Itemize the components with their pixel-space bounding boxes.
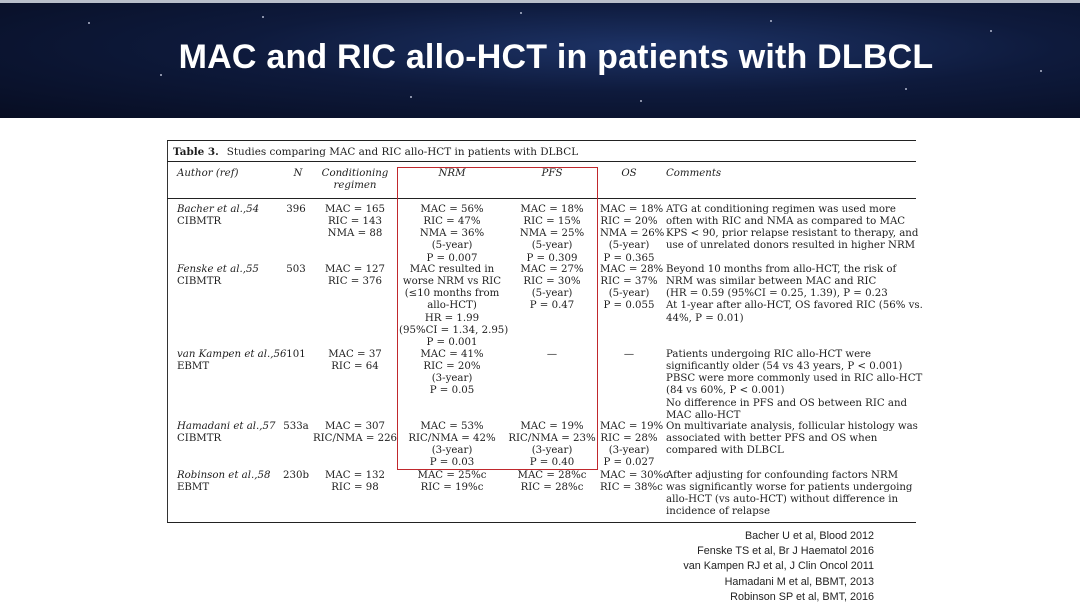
reference-item: Bacher U et al, Blood 2012	[744, 530, 874, 542]
table-caption-text: Studies comparing MAC and RIC allo-HCT in patients with DLBCL	[226, 146, 579, 158]
star	[88, 22, 90, 24]
cell-line: (5-year)	[431, 240, 473, 252]
cell-line: MAC = 307	[324, 421, 386, 432]
row-n: 396	[286, 204, 306, 215]
cell-line: (3-year)	[431, 445, 473, 457]
cell-line: compared with DLBCL	[666, 445, 784, 457]
cell-line: NMA = 36%	[419, 228, 485, 240]
cell-line: allo-HCT (vs auto-HCT) without difference in	[666, 494, 899, 506]
references-list	[683, 529, 874, 605]
star	[410, 96, 412, 98]
cell-line: MAC = 18%	[520, 204, 584, 215]
cell-line: KPS < 90, prior relapse resistant to therapy, and	[666, 228, 919, 240]
row-os	[600, 470, 669, 494]
cell-line: P = 0.309	[526, 252, 578, 264]
cell-line: (3-year)	[431, 373, 473, 385]
row-n: 230b	[283, 470, 309, 481]
cell-line: NMA = 26%	[600, 228, 665, 240]
author-name: Robinson et al.,58	[177, 470, 271, 481]
header-os: OS	[621, 168, 637, 179]
row-nrm	[399, 470, 505, 494]
cell-line: P = 0.365	[603, 252, 655, 264]
top-border	[0, 0, 1080, 3]
cell-line: P = 0.007	[426, 252, 478, 264]
cell-line: RIC = 376	[328, 276, 382, 288]
row-os	[600, 421, 664, 470]
cell-line: RIC = 37%	[600, 276, 658, 288]
cell-line: RIC/NMA = 42%	[408, 433, 496, 445]
row-author	[177, 421, 275, 445]
cell-line: (84 vs 60%, P < 0.001)	[666, 385, 785, 397]
cell-line: MAC = 127	[324, 264, 386, 275]
row-os	[600, 264, 664, 313]
cell-line: PBSC were more commonly used in RIC allo-HCT	[666, 373, 923, 385]
cell-line: (HR = 0.59 (95%CI = 0.25, 1.39), P = 0.23	[666, 288, 888, 300]
cell-line: MAC = 28%c	[517, 470, 587, 481]
star	[770, 20, 772, 22]
cell-line: significantly older (54 vs 43 years, P < 0.001)	[666, 361, 903, 373]
cell-line: After adjusting for confounding factors NRM	[666, 470, 899, 481]
cell-line: RIC = 98	[331, 482, 379, 494]
cell-line: RIC = 38%c	[600, 482, 663, 494]
star	[520, 12, 522, 14]
star	[990, 30, 992, 32]
author-registry: CIBMTR	[177, 276, 222, 288]
cell-line: P = 0.05	[429, 385, 475, 397]
cell-line: MAC = 28%	[600, 264, 664, 275]
cell-line: MAC = 25%c	[417, 470, 487, 481]
row-author	[177, 204, 259, 228]
cell-line: RIC/NMA = 226	[312, 433, 398, 445]
cell-line: At 1-year after allo-HCT, OS favored RIC (56% vs.	[666, 300, 923, 312]
cell-line: RIC = 64	[331, 361, 379, 373]
cell-line: (≤10 months from	[404, 288, 500, 300]
reference-item: Fenske TS et al, Br J Haematol 2016	[697, 545, 874, 558]
cell-line: RIC = 47%	[423, 216, 481, 228]
header-regimen	[310, 168, 400, 192]
row-comments	[666, 349, 922, 422]
cell-line: MAC = 19%	[520, 421, 584, 432]
cell-line: P = 0.40	[529, 457, 575, 469]
cell-line: P = 0.055	[603, 300, 655, 312]
row-n: 533a	[283, 421, 309, 432]
header-nrm: NRM	[438, 168, 466, 179]
reference-item: Robinson SP et al, BMT, 2016	[730, 590, 874, 603]
cell-line: MAC = 53%	[420, 421, 484, 432]
cell-line: (3-year)	[608, 445, 650, 457]
star	[262, 16, 264, 18]
cell-line: incidence of relapse	[666, 506, 771, 518]
header-comments: Comments	[666, 168, 722, 179]
cell-line: worse NRM vs RIC	[402, 276, 502, 288]
header-regimen-line: regimen	[333, 180, 377, 191]
cell-line: MAC = 27%	[520, 264, 584, 275]
cell-line: No difference in PFS and OS between RIC and	[666, 397, 908, 409]
cell-line: P = 0.03	[429, 457, 475, 469]
row-author	[177, 470, 270, 494]
cell-line: NMA = 88	[327, 228, 383, 240]
cell-line: P = 0.027	[603, 457, 655, 469]
header-pfs: PFS	[541, 168, 563, 179]
cell-line: P = 0.001	[426, 336, 478, 348]
cell-line: MAC = 19%	[600, 421, 664, 432]
slide-header	[0, 0, 1080, 118]
cell-line: HR = 1.99	[424, 312, 480, 324]
cell-line: allo-HCT)	[427, 300, 477, 312]
cell-line: MAC resulted in	[409, 264, 495, 275]
cell-line: RIC/NMA = 23%	[508, 433, 596, 445]
cell-line: was significantly worse for patients undergoing	[666, 482, 913, 494]
cell-line: ATG at conditioning regimen was used more	[666, 204, 896, 215]
cell-line: (5-year)	[608, 288, 650, 300]
slide-title: MAC and RIC allo-HCT in patients with DLBCL	[178, 38, 934, 76]
header-regimen-line: Conditioning	[321, 168, 389, 179]
cell-line: use of unrelated donors resulted in higher NRM	[666, 240, 916, 252]
cell-line: RIC = 20%	[600, 216, 658, 228]
reference-item: Hamadani M et al, BBMT, 2013	[724, 575, 874, 588]
caption-rule	[167, 161, 916, 162]
cell-line: (5-year)	[531, 240, 573, 252]
cell-line: 44%, P = 0.01)	[666, 312, 744, 324]
author-name: Fenske et al.,55	[177, 264, 259, 275]
cell-line: (95%CI = 1.34, 2.95)	[399, 324, 509, 336]
row-regimen	[310, 470, 400, 494]
cell-line: (5-year)	[608, 240, 650, 252]
highlight-box	[397, 167, 598, 470]
table-label: Table 3.	[173, 146, 219, 158]
cell-line: Beyond 10 months from allo-HCT, the risk of	[666, 264, 897, 275]
row-comments	[666, 204, 918, 253]
star	[640, 100, 642, 102]
cell-line: MAC = 37	[328, 349, 382, 360]
cell-line: MAC = 41%	[420, 349, 484, 360]
cell-line: MAC = 18%	[600, 204, 664, 215]
cell-line: Patients undergoing RIC allo-HCT were	[666, 349, 872, 360]
author-registry: EBMT	[177, 482, 210, 494]
cell-line: On multivariate analysis, follicular histology was	[666, 421, 918, 432]
row-author	[177, 264, 259, 288]
author-name: van Kampen et al.,56	[177, 349, 287, 360]
author-registry: EBMT	[177, 361, 210, 373]
reference-item: van Kampen RJ et al, J Clin Oncol 2011	[683, 560, 874, 573]
cell-line: RIC = 15%	[523, 216, 581, 228]
cell-line: RIC = 28%c	[520, 482, 584, 494]
table-top-rule	[167, 140, 916, 141]
cell-line: (5-year)	[531, 288, 573, 300]
cell-line: MAC allo-HCT	[666, 409, 741, 421]
cell-line: P = 0.47	[529, 300, 575, 312]
cell-line: NMA = 25%	[519, 228, 585, 240]
table-caption	[173, 146, 578, 158]
header-n: N	[293, 168, 303, 179]
author-registry: CIBMTR	[177, 216, 222, 228]
table-bottom-rule	[167, 522, 916, 523]
row-os: —	[623, 349, 635, 360]
cell-line: RIC = 30%	[523, 276, 581, 288]
row-pfs: —	[546, 349, 558, 360]
header-author: Author (ref)	[177, 168, 239, 179]
cell-line: MAC = 56%	[420, 204, 484, 215]
cell-line: RIC = 28%	[600, 433, 658, 445]
cell-line: often with RIC and NMA as compared to MAC	[666, 216, 906, 228]
row-comments	[666, 264, 923, 325]
cell-line: RIC = 19%c	[420, 482, 484, 494]
row-comments	[666, 470, 912, 519]
author-name: Hamadani et al.,57	[177, 421, 276, 432]
row-comments	[666, 421, 918, 457]
cell-line: NRM was similar between MAC and RIC	[666, 276, 877, 288]
cell-line: MAC = 165	[324, 204, 386, 215]
row-regimen	[310, 421, 400, 445]
cell-line: MAC = 132	[324, 470, 386, 481]
row-regimen	[310, 204, 400, 240]
row-regimen	[310, 349, 400, 373]
author-registry: CIBMTR	[177, 433, 222, 445]
cell-line: RIC = 20%	[423, 361, 481, 373]
row-os	[600, 204, 665, 265]
row-author	[177, 349, 286, 373]
star	[905, 88, 907, 90]
row-pfs	[504, 470, 600, 494]
cell-line: (3-year)	[531, 445, 573, 457]
cell-line: MAC = 30%c	[600, 470, 669, 481]
row-regimen	[310, 264, 400, 288]
row-n: 503	[286, 264, 306, 275]
row-n: 101	[286, 349, 306, 360]
author-name: Bacher et al.,54	[177, 204, 260, 215]
cell-line: associated with better PFS and OS when	[666, 433, 878, 445]
cell-line: RIC = 143	[328, 216, 382, 228]
